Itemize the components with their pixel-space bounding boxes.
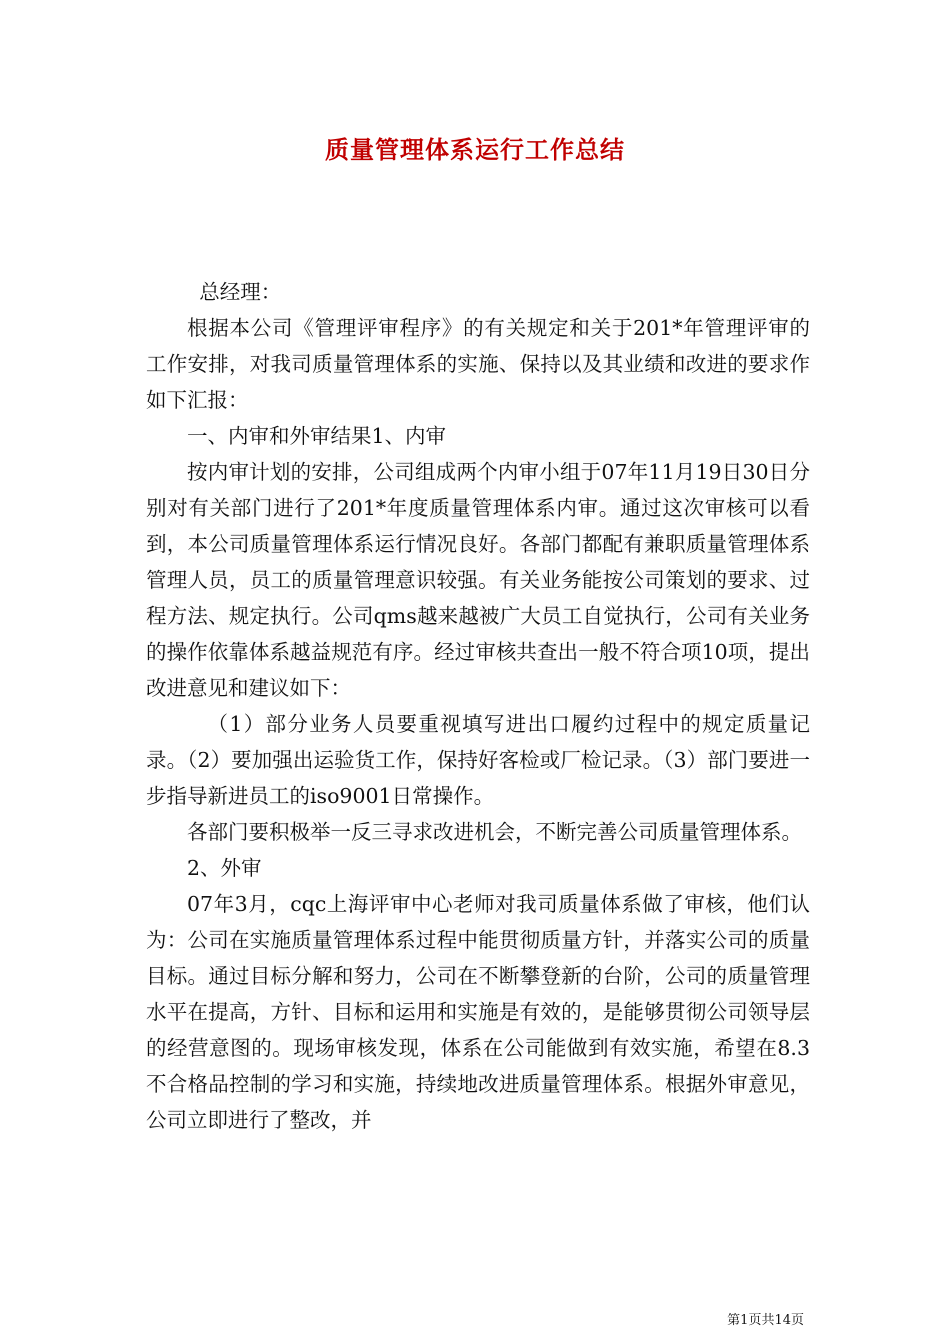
improvement-list-paragraph: （1）部分业务人员要重视填写进出口履约过程中的规定质量记录。（2）要加强出运验货工作，保持好客检或厂检记录。（3）部门要进一步指导新进员工的iso9001日常操作。: [146, 712, 810, 808]
document-body: [146, 274, 810, 1138]
salutation-paragraph: 总经理：: [199, 280, 282, 304]
section-heading-audit-results: 一、内审和外审结果1、内审: [187, 424, 447, 448]
section-heading-external-audit: 2、外审: [187, 856, 262, 880]
external-audit-paragraph: 07年3月，cqc上海评审中心老师对我司质量体系做了审核，他们认为：公司在实施质量管理体系过程中能贯彻质量方针，并落实公司的质量目标。通过目标分解和努力，公司在不断攀登新的台阶，公司的质量管理水平在提高，方针、目标和运用和实施是有效的，是能够贯彻公司领导层的经营意图的。现场审核发现，体系在公司能做到有效实施，希望在8.3不合格品控制的学习和实施，持续地改进质量管理体系。根据外审意见，公司立即进行了整改，并: [146, 892, 810, 1132]
improvement-summary-paragraph: 各部门要积极举一反三寻求改进机会，不断完善公司质量管理体系。: [187, 820, 802, 844]
intro-paragraph: 根据本公司《管理评审程序》的有关规定和关于201*年管理评审的工作安排，对我司质量管理体系的实施、保持以及其业绩和改进的要求作如下汇报：: [146, 316, 810, 412]
document-title: 质量管理体系运行工作总结: [325, 135, 625, 164]
internal-audit-paragraph: 按内审计划的安排，公司组成两个内审小组于07年11月19日30日分别对有关部门进行了201*年度质量管理体系内审。通过这次审核可以看到，本公司质量管理体系运行情况良好。各部门都配有兼职质量管理体系管理人员，员工的质量管理意识较强。有关业务能按公司策划的要求、过程方法、规定执行。公司qms越来越被广大员工自觉执行，公司有关业务的操作依靠体系越益规范有序。经过审核共查出一般不符合项10项，提出改进意见和建议如下：: [146, 460, 810, 700]
page-number-footer: 第1页共14页: [727, 1313, 804, 1328]
